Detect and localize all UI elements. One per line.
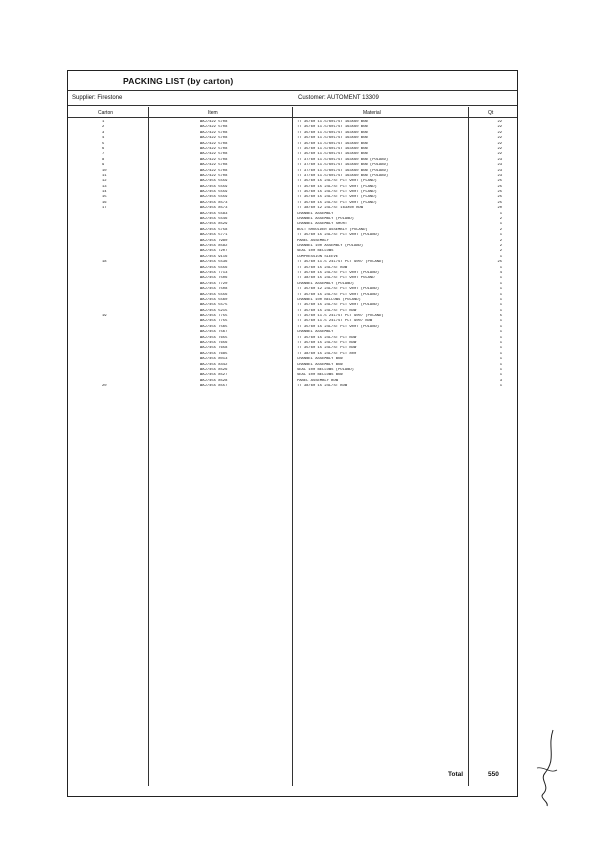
material-cell: TT 35/60 15 24L/ST PCT 9007 (PLAND) bbox=[297, 200, 377, 205]
qty-cell: 1 bbox=[499, 384, 502, 389]
material-cell: TT 35/60 15 24L/ST PCT BOW bbox=[297, 308, 357, 313]
item-cell: WAJ7422 5708 bbox=[200, 136, 228, 141]
material-cell: SEAL 100 BELLOWS bbox=[297, 249, 334, 254]
item-cell: WAJ7455 5559 bbox=[200, 190, 228, 195]
item-cell: WAJ7455 5560 bbox=[200, 297, 228, 302]
material-cell: PANEL ASSEMBLY BOW bbox=[297, 378, 339, 383]
qty-cell: 1 bbox=[499, 308, 502, 313]
carton-cell: 10 bbox=[102, 168, 107, 173]
qty-cell: 1 bbox=[499, 211, 502, 216]
material-cell: TT 35/60 15 24L/ST PCT 9007 (POLAND) bbox=[297, 233, 380, 238]
item-cell: WAJ7455 7755 bbox=[200, 319, 228, 324]
header-divider bbox=[68, 105, 517, 106]
page-title: PACKING LIST (by carton) bbox=[123, 76, 234, 86]
material-cell: TT 35/60 11.5/60L/ST 163X60 BOW bbox=[297, 120, 368, 124]
carton-cell: 2 bbox=[102, 125, 105, 130]
material-cell: TT 35/60 15 24L/ST PCT 9007 (PLAND) bbox=[297, 184, 377, 189]
item-cell: WAJ7455 5559 bbox=[200, 184, 228, 189]
material-cell: TT 35/60 11.5 24L/ST PCT 9007 (POLAND) bbox=[297, 314, 384, 319]
carton-cell: 13 bbox=[102, 184, 107, 189]
item-cell: WAJ7455 5546 bbox=[200, 217, 228, 222]
carton-cell: 12 bbox=[102, 179, 107, 184]
qty-cell: 1 bbox=[499, 292, 502, 297]
material-cell: TT 38/60 15 24L/ST BOW bbox=[297, 384, 348, 389]
qty-cell: 5 bbox=[499, 314, 502, 319]
material-cell: TT 35/60 11.5/60L/ST 163X60 BOW bbox=[297, 125, 368, 130]
material-cell: TT 35/60 11.5/60L/ST 163X60 BOW bbox=[297, 152, 368, 157]
item-cell: WAJ7422 5708 bbox=[200, 146, 228, 151]
material-cell: CHANNEL 100 ASSEMBLY (POLAND) bbox=[297, 243, 364, 248]
qty-cell: 1 bbox=[499, 303, 502, 308]
qty-cell: 22 bbox=[497, 120, 502, 124]
qty-cell: 1 bbox=[499, 233, 502, 238]
material-cell: TT 35/60 11.5/60L/ST 163X60 BOW bbox=[297, 136, 368, 141]
qty-cell: 25 bbox=[497, 200, 502, 205]
qty-cell: 1 bbox=[499, 341, 502, 346]
item-cell: WAJ7455 8013 bbox=[200, 357, 228, 362]
item-cell: WAJ7422 5708 bbox=[200, 168, 228, 173]
item-cell: WAJ7455 8526 bbox=[200, 367, 228, 372]
supplier-label: Supplier: Firestone bbox=[72, 95, 123, 101]
qty-cell: 22 bbox=[497, 136, 502, 141]
carton-cell: 19 bbox=[102, 314, 107, 319]
item-cell: WAJ7455 7755 bbox=[200, 314, 228, 319]
material-cell: CHANNEL ASSEMBLY BOW bbox=[297, 362, 343, 367]
title-divider bbox=[68, 90, 517, 91]
material-cell: SEAL 100 BELLOWS BOW bbox=[297, 373, 343, 378]
qty-cell: 2 bbox=[499, 217, 502, 222]
qty-cell: 25 bbox=[497, 184, 502, 189]
item-cell: WAJ7455 5556 bbox=[200, 265, 228, 270]
carton-cell: 20 bbox=[102, 384, 107, 389]
item-cell: WAJ7455 8527 bbox=[200, 373, 228, 378]
item-cell: WAJ7455 5771 bbox=[200, 233, 228, 238]
carton-cell: 17 bbox=[102, 206, 107, 211]
total-label: Total bbox=[448, 771, 464, 778]
item-cell: WAJ7455 7713 bbox=[200, 270, 228, 275]
qty-cell: 1 bbox=[499, 254, 502, 259]
item-cell: WAJ7422 5708 bbox=[200, 125, 228, 130]
qty-cell: 22 bbox=[497, 125, 502, 130]
item-cell: WAJ7455 5575 bbox=[200, 303, 228, 308]
material-cell: TT 35/60 11.5/60L/ST 163X60 BOW bbox=[297, 130, 368, 135]
qty-cell: 25 bbox=[497, 195, 502, 200]
material-cell: TT 35/60 11.5/60L/ST 163X60 BOW bbox=[297, 146, 368, 151]
item-cell: WAJ7455 8528 bbox=[200, 378, 228, 383]
material-cell: CHANNEL 100 BELLOWS (POLAND) bbox=[297, 297, 361, 302]
material-cell: TT 35/60 11.5 24L/ST PCT 9007 (POLAND) bbox=[297, 260, 384, 265]
material-cell: TT 37/60 11.5/60L/ST 163X60 BOW (POLAND) bbox=[297, 168, 389, 173]
item-cell: WAJ7455 7685 bbox=[200, 351, 228, 356]
material-cell: TT 35/60 11.5/60L/ST 163X60 BOW bbox=[297, 141, 368, 146]
customer-label: Customer: AUTOMENT 13309 bbox=[298, 95, 379, 101]
item-cell: WAJ7455 7656 bbox=[200, 341, 228, 346]
material-cell: BOLT SHOULDER ASSEMBLY (POLAND) bbox=[297, 227, 368, 232]
item-cell: WAJ7455 9116 bbox=[200, 254, 228, 259]
qty-cell: 1 bbox=[499, 367, 502, 372]
qty-cell: 1 bbox=[499, 362, 502, 367]
column-header-item: Item bbox=[208, 110, 218, 116]
item-cell: WAJ7455 8557 bbox=[200, 384, 228, 389]
item-cell: WAJ7422 5708 bbox=[200, 157, 228, 162]
carton-cell: 6 bbox=[102, 146, 105, 151]
qty-cell: 1 bbox=[499, 373, 502, 378]
item-cell: WAJ7422 5708 bbox=[200, 130, 228, 135]
item-cell: WAJ7455 7565 bbox=[200, 324, 228, 329]
item-cell: WAJ7455 5583 bbox=[200, 211, 228, 216]
packing-list-sheet bbox=[67, 70, 518, 797]
material-cell: CHANNEL ASSEMBLY (POLAND) bbox=[297, 217, 354, 222]
material-cell: TT 35/60 15 24L/ST PCT 9007 (PLAND) bbox=[297, 179, 377, 184]
item-cell: WAJ7455 5215 bbox=[200, 308, 228, 313]
item-cell: WAJ7455 7506 bbox=[200, 276, 228, 281]
item-cell: WAJ7455 8529 bbox=[200, 222, 228, 227]
qty-cell: 1 bbox=[499, 276, 502, 281]
material-cell: TT 35/60 15 24L/ST PCT 9007 (PLAND) bbox=[297, 195, 377, 200]
table-row bbox=[68, 384, 519, 389]
qty-cell: 23 bbox=[497, 173, 502, 178]
qty-cell: 1 bbox=[499, 297, 502, 302]
item-cell: WAJ7455 7207 bbox=[200, 249, 228, 254]
material-cell: TT 35/60 15 24L/ST PCT BOW bbox=[297, 341, 357, 346]
material-cell: TT 35/60 15 24L/ST PCT 9007 (POLAND) bbox=[297, 270, 380, 275]
carton-cell: 7 bbox=[102, 152, 105, 157]
material-cell: TT 35/60 15 24L/ST PCT BOW bbox=[297, 335, 357, 340]
qty-cell: 2 bbox=[499, 249, 502, 254]
item-cell: WAJ7455 7720 bbox=[200, 281, 228, 286]
qty-cell: 1 bbox=[499, 346, 502, 351]
qty-cell: 20 bbox=[497, 206, 502, 211]
qty-cell: 1 bbox=[499, 351, 502, 356]
material-cell: COMPRESSION SLEEVE bbox=[297, 254, 339, 259]
qty-cell: 1 bbox=[499, 335, 502, 340]
qty-cell: 2 bbox=[499, 243, 502, 248]
item-cell: WAJ7455 8573 bbox=[200, 200, 228, 205]
total-value: 550 bbox=[488, 771, 499, 778]
material-cell: TT 38/60 12 24L/ST 163X60 BOW bbox=[297, 206, 364, 211]
signature-mark bbox=[533, 728, 561, 808]
qty-cell: 25 bbox=[497, 179, 502, 184]
carton-cell: 9 bbox=[102, 163, 105, 168]
item-cell: WAJ7455 7508 bbox=[200, 287, 228, 292]
qty-cell: 2 bbox=[499, 227, 502, 232]
material-cell: TT 35/60 15 24L/ST PCT 9007 (POLAND) bbox=[297, 292, 380, 297]
item-cell: WAJ7422 5708 bbox=[200, 152, 228, 157]
column-header-material: Material bbox=[363, 110, 381, 116]
carton-cell: 5 bbox=[102, 141, 105, 146]
material-cell: TT 37/60 11.5/60L/ST 163X60 BOW (POLAND) bbox=[297, 173, 389, 178]
qty-cell: 2 bbox=[499, 238, 502, 243]
qty-cell: 25 bbox=[497, 260, 502, 265]
item-cell: WAJ7455 8573 bbox=[200, 206, 228, 211]
material-cell: TT 35/60 11.5 24L/ST PCT 9007 BOW bbox=[297, 319, 373, 324]
item-cell: WAJ7455 8442 bbox=[200, 362, 228, 367]
qty-cell: 22 bbox=[497, 130, 502, 135]
qty-cell: 25 bbox=[497, 190, 502, 195]
item-cell: WAJ7455 5559 bbox=[200, 179, 228, 184]
carton-cell: 14 bbox=[102, 190, 107, 195]
item-cell: WAJ7422 5708 bbox=[200, 120, 228, 124]
material-cell: TT 37/60 11.5/60L/ST 163X60 BOW (POLAND) bbox=[297, 163, 389, 168]
material-cell: SEAL 100 BELLOWS (POLAND) bbox=[297, 367, 354, 372]
qty-cell: 23 bbox=[497, 163, 502, 168]
item-cell: WAJ7455 7658 bbox=[200, 346, 228, 351]
material-cell: TT 38/60 15 24L/ST PCT 9007 POLAND bbox=[297, 276, 375, 281]
packing-table-body bbox=[68, 120, 519, 390]
qty-cell: 1 bbox=[499, 357, 502, 362]
material-cell: TT 35/60 12 24L/ST PCT 9007 (POLAND) bbox=[297, 287, 380, 292]
column-header-carton: Carton bbox=[98, 110, 114, 116]
item-cell: WAJ7455 5758 bbox=[200, 227, 228, 232]
qty-cell: 1 bbox=[499, 324, 502, 329]
item-cell: WAJ7455 7655 bbox=[200, 335, 228, 340]
qty-cell: 1 bbox=[499, 281, 502, 286]
material-cell: CHANNEL ASSEMBLY (POLAND) bbox=[297, 281, 354, 286]
carton-cell: 4 bbox=[102, 136, 105, 141]
qty-cell: 3 bbox=[499, 378, 502, 383]
item-cell: WAJ7422 5708 bbox=[200, 173, 228, 178]
qty-cell: 23 bbox=[497, 168, 502, 173]
qty-cell: 1 bbox=[499, 265, 502, 270]
carton-cell: 15 bbox=[102, 195, 107, 200]
carton-cell: 1 bbox=[102, 120, 105, 124]
qty-cell: 23 bbox=[497, 157, 502, 162]
material-cell: CHANNEL ASSEMBLY bbox=[297, 330, 334, 335]
carton-cell: 18 bbox=[102, 260, 107, 265]
material-cell: TT 38/60 15 24L/ST PCT 800 bbox=[297, 351, 357, 356]
material-cell: CHANNEL ASSEMBLY bbox=[297, 211, 334, 216]
material-cell: TT 35/60 15 24L/ST PCT 9007 (PLAND) bbox=[297, 190, 377, 195]
carton-cell: 11 bbox=[102, 173, 107, 178]
material-cell: PANEL ASSEMBLY bbox=[297, 238, 329, 243]
material-cell: CHANNEL ASSEMBLY BOW bbox=[297, 357, 343, 362]
qty-cell: 1 bbox=[499, 319, 502, 324]
carton-cell: 3 bbox=[102, 130, 105, 135]
material-cell: TT 35/60 15 24L/ST PCT 9007 (POLAND) bbox=[297, 324, 380, 329]
material-cell: CHANNEL ASSEMBLY SHORT bbox=[297, 222, 348, 227]
material-cell: TT 37/60 11.5/60L/ST 163X60 BOW (POLAND) bbox=[297, 157, 389, 162]
carton-cell: 8 bbox=[102, 157, 105, 162]
material-cell: TT 35/60 15 24L/ST PCT BOW bbox=[297, 346, 357, 351]
qty-cell: 1 bbox=[499, 287, 502, 292]
qty-cell: 22 bbox=[497, 141, 502, 146]
item-cell: WAJ7455 8582 bbox=[200, 243, 228, 248]
material-cell: TT 35/60 15 24L/ST BOW bbox=[297, 265, 348, 270]
qty-cell: 1 bbox=[499, 222, 502, 227]
qty-cell: 22 bbox=[497, 146, 502, 151]
item-cell: WAJ7455 7567 bbox=[200, 330, 228, 335]
carton-cell: 16 bbox=[102, 200, 107, 205]
item-cell: WAJ7455 5556 bbox=[200, 292, 228, 297]
item-cell: WAJ7422 5708 bbox=[200, 163, 228, 168]
item-cell: WAJ7455 5559 bbox=[200, 195, 228, 200]
material-cell: TT 35/60 15 24L/ST PCT 9007 (POLAND) bbox=[297, 303, 380, 308]
column-header-qty: Qt bbox=[488, 110, 494, 116]
item-cell: WAJ7455 5536 bbox=[200, 260, 228, 265]
qty-cell: 1 bbox=[499, 330, 502, 335]
qty-cell: 22 bbox=[497, 152, 502, 157]
qty-cell: 4 bbox=[499, 270, 502, 275]
item-cell: WAJ7455 7980 bbox=[200, 238, 228, 243]
item-cell: WAJ7422 5708 bbox=[200, 141, 228, 146]
